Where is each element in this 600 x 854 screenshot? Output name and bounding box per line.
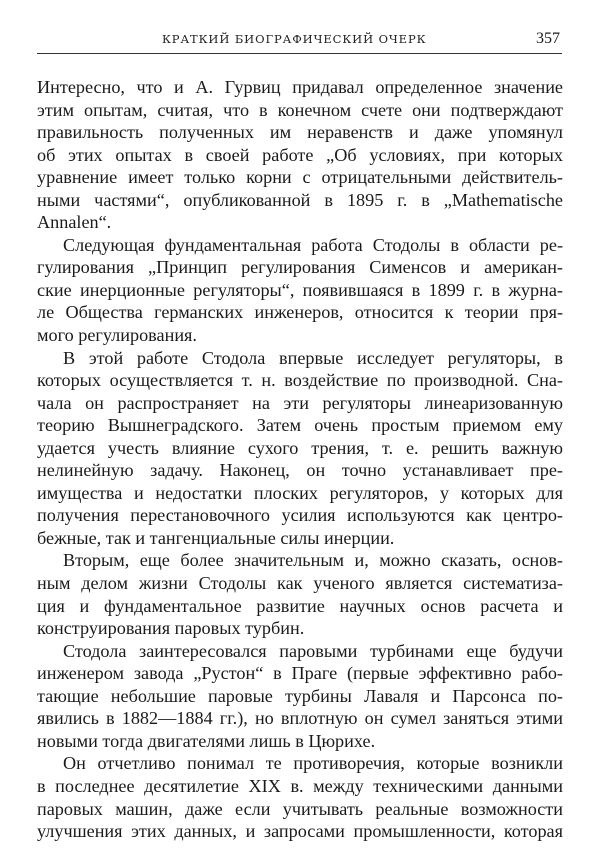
running-title: КРАТКИЙ БИОГРАФИЧЕСКИЙ ОЧЕРК <box>162 32 427 46</box>
text-line: Стодола заинтересовался паровыми турбинами еще будучи <box>63 640 563 661</box>
page-header <box>37 30 562 52</box>
text-line: гулирования „Принцип регулирования Сименсов и американ- <box>37 257 563 278</box>
text-line: Он отчетливо понимал те противоречия, которые возникли <box>63 753 563 774</box>
text-line: уравнение имеет только корни с отрицательными действитель- <box>37 167 563 188</box>
text-line: новыми тогда двигателями лишь в Цюрихе. <box>37 730 376 751</box>
text-line: конструирования паровых турбин. <box>37 618 305 639</box>
text-line: чала он распространяет на эти регуляторы линеаризованную <box>37 392 563 413</box>
text-line: Annalen“. <box>37 212 112 233</box>
paragraph <box>37 752 563 842</box>
paragraph <box>37 234 563 347</box>
text-line: явились в 1882—1884 гг.), но вплотную он сумел заняться этими <box>37 708 563 729</box>
text-line: имущества и недостатки плоских регуляторов, у которых для <box>37 482 563 503</box>
text-line: правильность полученных им неравенств и даже упомянул <box>37 122 563 143</box>
text-line: Интересно, что и А. Гурвиц придавал определенное значение <box>37 77 563 97</box>
text-line: ным делом жизни Стодолы как ученого является систематиза- <box>37 573 563 594</box>
text-line: паровых машин, даже если учитывать реальные возможности <box>37 798 563 819</box>
text-line: ными частями“, опубликованной в 1895 г. в „Mathematische <box>37 189 563 210</box>
text-line: улучшения этих данных, и запросами промышленности, которая <box>37 821 563 842</box>
text-line: Вторым, еще более значительным и, можно сказать, основ- <box>63 550 563 571</box>
text-line: тающие небольшие паровые турбины Лаваля и Парсонса по- <box>37 685 563 706</box>
text-line: инженером завода „Рустон“ в Праге (первые эффективно рабо- <box>37 663 563 684</box>
text-line: В этой работе Стодола впервые исследует регуляторы, в <box>63 347 563 368</box>
text-line: мого регулирования. <box>37 325 197 346</box>
text-line: об этих опытах в своей работе „Об условиях, при которых <box>37 144 563 165</box>
text-line: Следующая фундаментальная работа Стодолы в области ре- <box>63 234 563 255</box>
text-line: которых осуществляется т. н. воздействие по производной. Сна- <box>37 370 563 391</box>
text-line: этим опытам, считая, что в конечном счете они подтверждают <box>37 99 563 120</box>
body-text <box>37 76 563 843</box>
text-line: бежные, так и тангенциальные силы инерции. <box>37 527 395 548</box>
paragraph <box>37 76 563 234</box>
header-rule <box>37 53 562 54</box>
text-line: нелинейную задачу. Наконец, он точно устанавливает пре- <box>37 460 563 481</box>
text-line: теорию Вышнеградского. Затем очень простым приемом ему <box>37 415 563 436</box>
text-line: ция и фундаментальное развитие научных основ расчета и <box>37 595 563 616</box>
text-line: ские инерционные регуляторы“, появившаяся в 1899 г. в журна- <box>37 279 563 300</box>
text-line: удается учесть влияние сухого трения, т. е. решить важную <box>37 437 563 458</box>
paragraph <box>37 347 563 550</box>
page-number: 357 <box>536 30 560 47</box>
paragraph <box>37 640 563 753</box>
text-line: получения перестановочного усилия используются как центро- <box>37 505 563 526</box>
text-line: в последнее десятилетие XIX в. между техническими данными <box>37 775 563 796</box>
paragraph <box>37 549 563 639</box>
text-line: ле Общества германских инженеров, относится к теории пря- <box>37 302 563 323</box>
